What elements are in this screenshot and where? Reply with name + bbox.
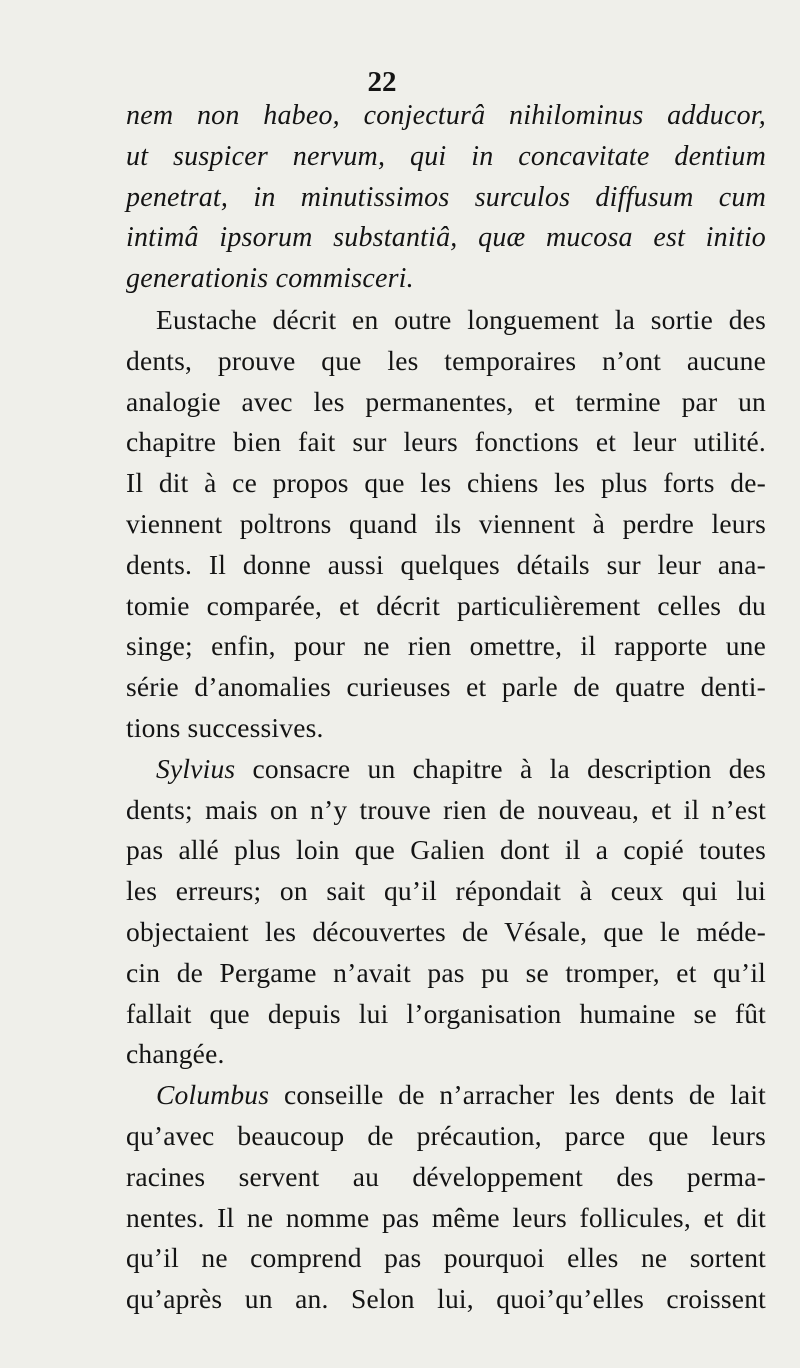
author-name-sylvius: Sylvius [156, 752, 236, 784]
paragraph-line: qu’avec beaucoup de précaution, parce que leurs [126, 1119, 766, 1151]
paragraph-line: dents, prouve que les temporaires n’ont aucune [126, 344, 766, 376]
paragraph-line: les erreurs; on sait qu’il répondait à ceux qui lui [126, 875, 766, 907]
latin-line: nem non habeo, conjecturâ nihilominus adducor, [126, 100, 766, 131]
paragraph-line: chapitre bien fait sur leurs fonctions et leur utilité. [126, 426, 766, 458]
paragraph-line: singe; enfin, pour ne rien omettre, il rapporte une [126, 630, 766, 662]
paragraph-line [126, 749, 766, 790]
paragraph-line: Eustache décrit en outre longuement la sortie des [156, 303, 766, 335]
paragraph-line: analogie avec les permanentes, et termine par un [126, 385, 766, 417]
paragraph-text: consacre un chapitre à la description des [235, 752, 766, 784]
paragraph-line: dents; mais on n’y trouve rien de nouveau, et il n’est [126, 793, 766, 825]
author-name-columbus: Columbus [156, 1079, 270, 1111]
paragraph-line: pas allé plus loin que Galien dont il a copié toutes [126, 834, 766, 866]
body-text [126, 96, 766, 1320]
paragraph-line: tomie comparée, et décrit particulièrement celles du [126, 589, 766, 621]
paragraph-line: dents. Il donne aussi quelques détails sur leur ana- [126, 548, 766, 580]
latin-line: ut suspicer nervum, qui in concavitate dentium [126, 140, 766, 172]
paragraph-line: tions successives. [126, 711, 324, 743]
latin-line: intimâ ipsorum substantiâ, quæ mucosa est initio [126, 222, 766, 254]
page-number: 22 [367, 66, 397, 98]
paragraph-line: objectaient les découvertes de Vésale, que le méde- [126, 915, 766, 947]
latin-line: penetrat, in minutissimos surculos diffusum cum [126, 181, 766, 213]
paragraph-line: qu’il ne comprend pas pourquoi elles ne sortent [126, 1242, 766, 1274]
latin-line: generationis commisceri. [126, 263, 414, 295]
paragraph-line: qu’après un an. Selon lui, quoi’qu’elles croissent [126, 1283, 766, 1315]
paragraph-line: Il dit à ce propos que les chiens les plus forts de- [126, 467, 766, 499]
paragraph-line: fallait que depuis lui l’organisation humaine se fût [126, 997, 766, 1029]
paragraph-line: série d’anomalies curieuses et parle de quatre denti- [126, 671, 766, 703]
paragraph-line: cin de Pergame n’avait pas pu se tromper, et qu’il [126, 956, 766, 988]
paragraph-line: nentes. Il ne nomme pas même leurs follicules, et dit [126, 1201, 766, 1233]
paragraph-line: viennent poltrons quand ils viennent à perdre leurs [126, 507, 766, 539]
paragraph-line: racines servent au développement des perma- [126, 1160, 766, 1192]
paragraph-text: conseille de n’arracher les dents de lait [269, 1079, 766, 1111]
paragraph-line: changée. [126, 1038, 225, 1070]
paragraph-line [126, 1075, 766, 1116]
